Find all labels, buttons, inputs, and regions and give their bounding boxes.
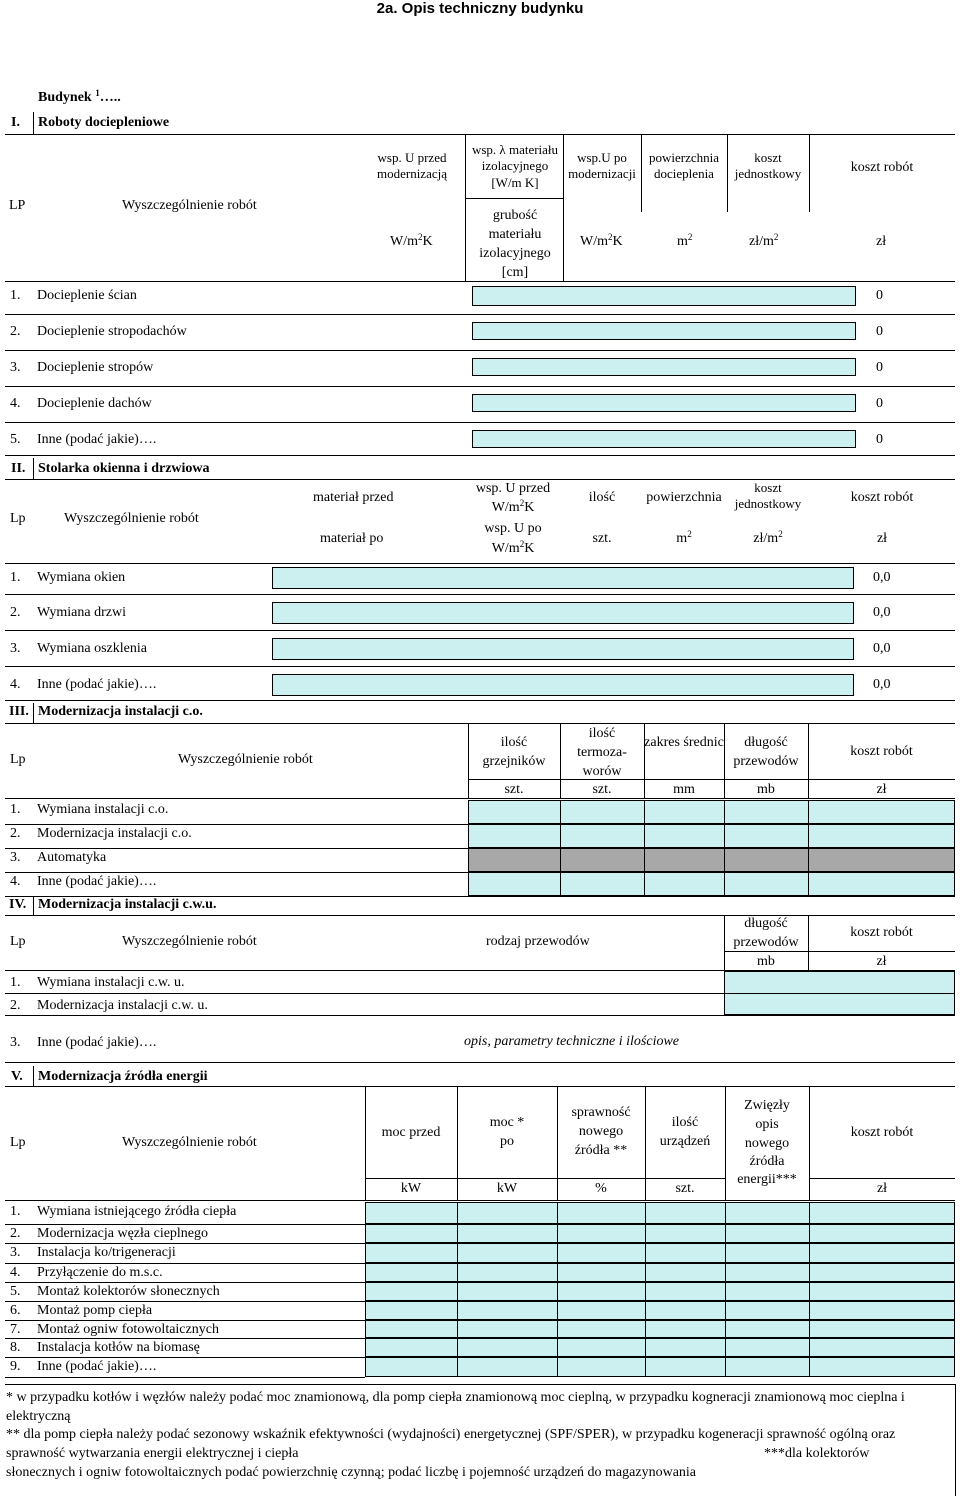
s3-row-number: 1. — [10, 802, 21, 817]
s2-row-label: Wymiana okien — [37, 570, 126, 585]
s5-row-label: Montaż pomp ciepła — [37, 1303, 153, 1318]
s3-unit-2: szt. — [592, 782, 612, 797]
s5-unit-3: % — [595, 1181, 607, 1196]
s1-row-number: 3. — [10, 360, 21, 375]
s5-power-after-header-1: moc * — [489, 1115, 525, 1130]
s1-row-number: 2. — [10, 324, 21, 339]
s2-u-after-header: wsp. U po — [484, 521, 542, 536]
s5-lp-header: Lp — [10, 1135, 26, 1150]
s2-work-header: Wyszczególnienie robót — [64, 511, 199, 526]
s1-input-cell[interactable] — [472, 358, 856, 376]
s1-row-label: Docieplenie ścian — [37, 288, 137, 303]
s1-u-after-header: wsp.U po modernizacji — [568, 150, 636, 182]
s5-row-number: 1. — [10, 1204, 21, 1219]
s5-row-label: Montaż ogniw fotowoltaicznych — [37, 1322, 219, 1337]
s5-row-number: 2. — [10, 1226, 21, 1241]
s3-input-cell[interactable] — [468, 800, 955, 824]
s2-input-cell[interactable] — [272, 602, 854, 624]
s4-lp-header: Lp — [10, 934, 26, 949]
s3-input-cell[interactable] — [468, 872, 955, 896]
s2-unit-cost-unit: $zł/m^2$ — [753, 529, 783, 546]
s1-unit-cost-unit: $zł/m^2$ — [749, 232, 779, 249]
s1-work-header: Wyszczególnienie robót — [122, 198, 257, 213]
s2-row-label: Wymiana drzwi — [37, 605, 126, 620]
s1-row-label: Docieplenie stropodachów — [37, 324, 187, 339]
s2-input-cell[interactable] — [272, 674, 854, 696]
s1-row-number: 1. — [10, 288, 21, 303]
s1-cost-header: koszt robót — [850, 160, 914, 175]
s4-work-header: Wyszczególnienie robót — [122, 934, 257, 949]
s1-row-label: Docieplenie stropów — [37, 360, 154, 375]
s4-cost-header: koszt robót — [850, 925, 913, 940]
s5-input-cell[interactable] — [365, 1320, 955, 1338]
s1-cost-unit: zł — [876, 234, 887, 249]
s3-cost-header: koszt robót — [850, 744, 913, 759]
s3-unit-5: zł — [876, 782, 887, 797]
s1-row-cost: 0 — [876, 432, 883, 447]
s1-u-before-header: wsp. U przed modernizacją — [376, 150, 447, 182]
s3-lp-header: Lp — [10, 752, 26, 767]
s5-desc-header-3: nowego — [744, 1136, 790, 1151]
s2-u-before-header: wsp. U przed — [475, 481, 551, 496]
s3-diam-header: zakres średnic — [644, 735, 724, 750]
s1-row-label: Docieplenie dachów — [37, 396, 152, 411]
s5-row-label: Instalacja ko/trigeneracji — [37, 1245, 176, 1260]
footnote-3: słonecznych i ogniw fotowoltaicznych podać powierzchnię czynną; podać liczbę i pojemność urządzeń do magazynowania — [6, 1465, 697, 1480]
s2-row-number: 1. — [10, 570, 21, 585]
s2-cost-header: koszt robót — [850, 490, 914, 505]
s5-desc-header-1: Zwięzły — [744, 1098, 790, 1113]
s3-length-header: długość przewodów — [733, 735, 799, 769]
s2-mat-before-header: materiał przed — [313, 490, 394, 505]
s2-row-label: Wymiana oszklenia — [37, 641, 147, 656]
s5-desc-header-5: energii*** — [737, 1172, 797, 1187]
s5-row-number: 7. — [10, 1322, 21, 1337]
s1-u-before-unit: $W/m^2K$ — [390, 232, 433, 249]
s5-work-header: Wyszczególnienie robót — [122, 1135, 257, 1150]
s5-input-cell[interactable] — [365, 1263, 955, 1282]
s3-valves-header-2: termoza- — [577, 745, 627, 760]
s4-row-label: Inne (podać jakie)…. — [37, 1035, 157, 1050]
s4-length-header: długość przewodów — [733, 916, 799, 950]
s2-input-cell[interactable] — [272, 638, 854, 660]
page-title: 2a. Opis techniczny budynku — [376, 0, 584, 17]
section-2-title: Stolarka okienna i drzwiowa — [38, 461, 210, 476]
s1-u-after-unit: $W/m^2K$ — [580, 232, 623, 249]
s5-input-cell[interactable] — [365, 1224, 955, 1243]
section-4-number: IV. — [9, 897, 27, 912]
s1-row-number: 4. — [10, 396, 21, 411]
section-5-title: Modernizacja źródła energii — [38, 1069, 208, 1084]
section-1-number: I. — [11, 115, 20, 130]
s5-row-label: Przyłączenie do m.s.c. — [37, 1265, 163, 1280]
s1-row-label: Inne (podać jakie)…. — [37, 432, 157, 447]
s3-row-label: Modernizacja instalacji c.o. — [37, 826, 192, 841]
s5-row-label: Montaż kolektorów słonecznych — [37, 1284, 220, 1299]
s2-input-cell[interactable] — [272, 567, 854, 589]
s5-row-number: 4. — [10, 1265, 21, 1280]
s2-area-unit: $m^2$ — [676, 529, 692, 546]
s2-row-number: 2. — [10, 605, 21, 620]
s5-row-number: 3. — [10, 1245, 21, 1260]
s2-unit-cost-header: koszt jednostkowy — [734, 480, 802, 512]
s5-eff-header-2: nowego — [578, 1124, 624, 1139]
s2-qty-header: ilość — [588, 490, 616, 505]
section-1-title: Roboty dociepleniowe — [38, 115, 170, 130]
s5-row-number: 5. — [10, 1284, 21, 1299]
s1-input-cell[interactable] — [472, 394, 856, 412]
s3-row-label: Automatyka — [37, 850, 107, 865]
s5-input-cell[interactable] — [365, 1282, 955, 1301]
s1-lp-header: LP — [9, 198, 26, 213]
s5-input-cell[interactable] — [365, 1301, 955, 1320]
s2-qty-unit: szt. — [592, 531, 612, 546]
s5-count-header-1: ilość — [671, 1115, 699, 1130]
s2-row-cost: 0,0 — [873, 570, 891, 585]
s3-disabled-cell — [468, 848, 955, 872]
s3-valves-header-1: ilość — [588, 726, 616, 741]
s1-row-number: 5. — [10, 432, 21, 447]
s2-row-number: 3. — [10, 641, 21, 656]
s3-radiators-header: ilość grzejników — [482, 735, 546, 769]
s2-cost-unit: zł — [876, 531, 888, 546]
s3-work-header: Wyszczególnienie robót — [178, 752, 313, 767]
s5-input-cell[interactable] — [365, 1243, 955, 1263]
s3-input-cell[interactable] — [468, 824, 955, 848]
s4-pipe-type-header: rodzaj przewodów — [486, 934, 590, 949]
footnote-2: ** dla pomp ciepła należy podać sezonowy wskaźnik efektywności (wydajności) energetycznej (SPF/SPER), w przypadku kogeneracji sprawność ogólną oraz sprawność wytwarzania energii elektrycznej i ciepła ***dla kolektorów — [6, 1427, 896, 1461]
s1-unit-cost-header: koszt jednostkowy — [734, 150, 802, 182]
section-3-number: III. — [9, 704, 29, 719]
s5-row-number: 9. — [10, 1359, 21, 1374]
s1-area-unit: $m^2$ — [677, 232, 693, 249]
s4-row-number: 1. — [10, 975, 21, 990]
s5-count-header-2: urządzeń — [659, 1134, 711, 1149]
s4-row-label: Modernizacja instalacji c.w. u. — [37, 998, 208, 1013]
s1-row-cost: 0 — [876, 324, 883, 339]
s2-row-number: 4. — [10, 677, 21, 692]
s1-thickness-header: grubość materiału izolacyjnego [cm] — [479, 208, 551, 280]
s5-power-before-header: moc przed — [381, 1125, 441, 1140]
s5-input-cell[interactable] — [365, 1338, 955, 1357]
s2-u-before-unit: $W/m^2K$ — [491, 498, 535, 515]
s5-power-after-header-2: po — [500, 1134, 514, 1149]
s4-cost-unit: zł — [876, 954, 887, 969]
s5-unit-4: szt. — [675, 1181, 695, 1196]
s3-unit-4: mb — [757, 782, 775, 797]
s4-row-label: Wymiana instalacji c.w. u. — [37, 975, 185, 990]
s1-row-cost: 0 — [876, 360, 883, 375]
section-3-title: Modernizacja instalacji c.o. — [38, 704, 203, 719]
s5-desc-header-4: źródła — [749, 1154, 785, 1169]
s5-row-label: Modernizacja węzła cieplnego — [37, 1226, 209, 1241]
s3-row-label: Wymiana instalacji c.o. — [37, 802, 169, 817]
s3-row-label: Inne (podać jakie)…. — [37, 874, 157, 889]
s3-row-number: 3. — [10, 850, 21, 865]
s1-row-cost: 0 — [876, 288, 883, 303]
s5-row-label: Instalacja kotłów na biomasę — [37, 1340, 200, 1355]
s2-row-label: Inne (podać jakie)…. — [37, 677, 157, 692]
s5-eff-header-1: sprawność — [571, 1105, 631, 1120]
s5-cost-header: koszt robót — [850, 1125, 914, 1140]
s5-row-number: 6. — [10, 1303, 21, 1318]
s5-desc-header-2: opis — [755, 1117, 779, 1132]
s5-input-cell[interactable] — [365, 1202, 955, 1224]
s1-area-header: powierzchnia docieplenia — [648, 150, 720, 182]
s1-input-cell[interactable] — [472, 322, 856, 340]
s5-unit-5: zł — [876, 1181, 888, 1196]
s3-unit-1: szt. — [504, 782, 524, 797]
s2-row-cost: 0,0 — [873, 677, 891, 692]
s3-unit-3: mm — [673, 782, 695, 797]
s4-length-unit: mb — [757, 954, 775, 969]
s1-input-cell[interactable] — [472, 430, 856, 448]
s2-mat-after-header: materiał po — [320, 531, 384, 546]
s5-row-label: Inne (podać jakie)…. — [37, 1359, 157, 1374]
s2-row-cost: 0,0 — [873, 605, 891, 620]
s1-lambda-header: wsp. λ materiału izolacyjnego [W/m K] — [471, 142, 559, 190]
s4-description-hint: opis, parametry techniczne i ilościowe — [464, 1034, 680, 1049]
s3-row-number: 2. — [10, 826, 21, 841]
s5-unit-2: kW — [496, 1181, 518, 1196]
s2-row-cost: 0,0 — [873, 641, 891, 656]
s5-eff-header-3: źródła ** — [574, 1143, 628, 1158]
s5-row-label: Wymiana istniejącego źródła ciepła — [37, 1204, 237, 1219]
s2-lp-header: Lp — [10, 511, 26, 526]
s1-row-cost: 0 — [876, 396, 883, 411]
section-4-title: Modernizacja instalacji c.w.u. — [38, 897, 217, 912]
s3-valves-header-3: worów — [582, 764, 622, 779]
s5-row-number: 8. — [10, 1340, 21, 1355]
s3-row-number: 4. — [10, 874, 21, 889]
s2-u-after-unit: $W/m^2K$ — [491, 539, 535, 556]
s1-input-cell[interactable] — [472, 286, 856, 306]
footnote-1: * w przypadku kotłów i węzłów należy podać moc znamionową, dla pomp ciepła znamionową moc cieplną, w przypadku kogneracji znamionową moc cieplna i elektryczną — [6, 1390, 905, 1424]
s4-row-number: 3. — [10, 1035, 21, 1050]
s5-unit-1: kW — [400, 1181, 422, 1196]
section-5-number: V. — [11, 1069, 23, 1084]
building-label: Budynek $^1$….. — [38, 88, 121, 105]
s2-area-header: powierzchnia — [646, 490, 722, 505]
s5-input-cell[interactable] — [365, 1357, 955, 1377]
section-2-number: II. — [11, 461, 26, 476]
s4-row-number: 2. — [10, 998, 21, 1013]
